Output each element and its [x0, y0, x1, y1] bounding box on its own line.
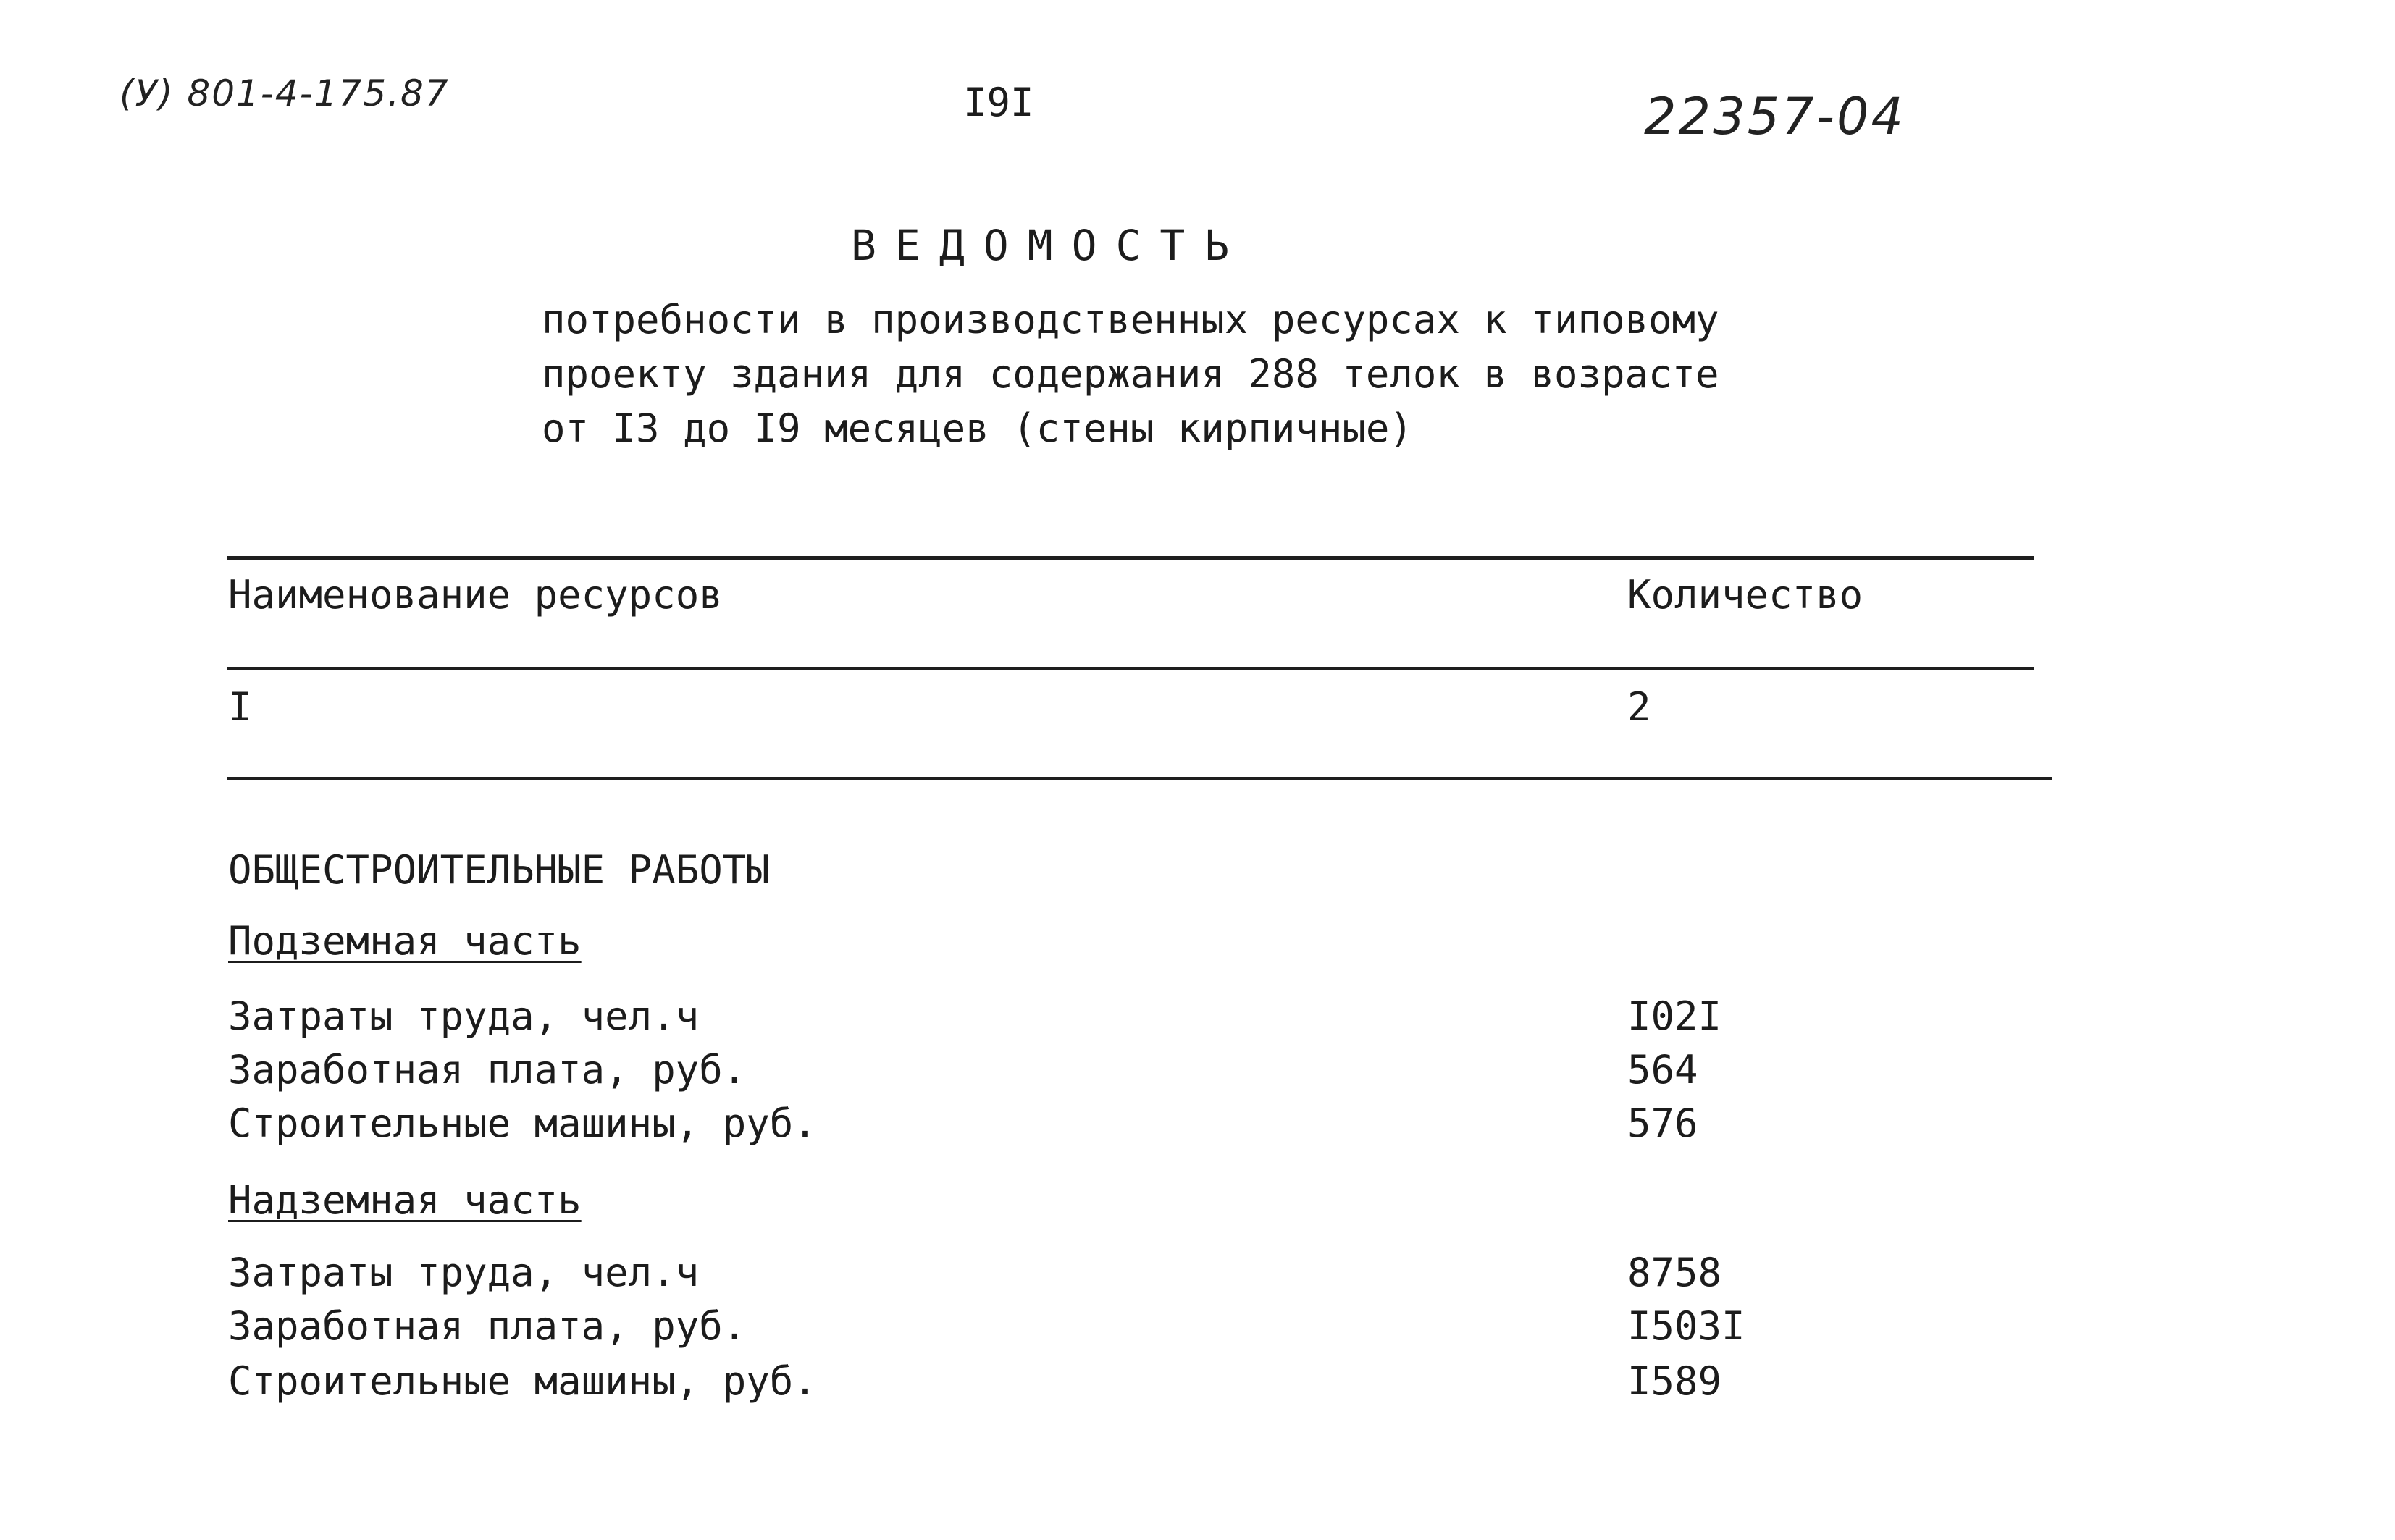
subtitle-line: проекту здания для содержания 288 телок в возрасте [542, 351, 1719, 397]
group-title-aboveground: Надземная часть [228, 1177, 582, 1223]
table-row-name: Заработная плата, руб. [228, 1047, 747, 1093]
document-code: (У) 801-4-175.87 [119, 72, 450, 114]
table-row-value: I503I [1627, 1303, 1745, 1349]
table-row-value: I02I [1627, 993, 1722, 1039]
table-row-value: 564 [1627, 1047, 1698, 1093]
column-header-quantity: Количество [1627, 572, 1863, 618]
table-row-name: Затраты труда, чел.ч [228, 993, 700, 1039]
document-title: ВЕДОМОСТЬ [851, 221, 1249, 270]
column-header-name: Наименование ресурсов [228, 572, 723, 618]
subtitle-line: от I3 до I9 месяцев (стены кирпичные) [542, 405, 1413, 451]
table-row-value: I589 [1627, 1358, 1722, 1404]
table-top-rule [227, 556, 2034, 560]
table-row-name: Строительные машины, руб. [228, 1358, 817, 1404]
column-number-2: 2 [1627, 684, 1651, 730]
table-row-name: Заработная плата, руб. [228, 1303, 747, 1349]
table-row-value: 8758 [1627, 1250, 1722, 1295]
group-title-underground: Подземная часть [228, 918, 582, 964]
column-number-1: I [228, 684, 252, 730]
table-numbering-rule [227, 777, 2052, 780]
table-row-value: 576 [1627, 1101, 1698, 1146]
subtitle-line: потребности в производственных ресурсах к типовому [542, 297, 1719, 342]
section-title: ОБЩЕСТРОИТЕЛЬНЫЕ РАБОТЫ [228, 847, 770, 893]
page-number: I9I [963, 80, 1034, 125]
serial-number: 22357-04 [1644, 87, 1906, 146]
table-row-name: Строительные машины, руб. [228, 1101, 817, 1146]
table-header-rule [227, 667, 2034, 670]
table-row-name: Затраты труда, чел.ч [228, 1250, 700, 1295]
